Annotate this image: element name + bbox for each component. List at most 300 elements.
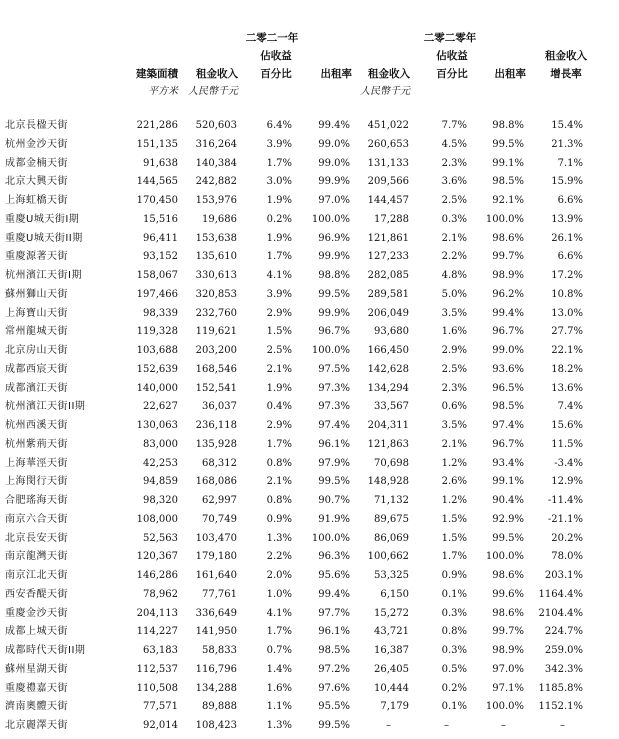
rent-2021-header: 租金收入 (196, 68, 238, 80)
share-2020-cell: 1.5% (441, 513, 467, 525)
table-row (0, 589, 619, 608)
rent-2020-cell: 148,928 (367, 476, 409, 488)
mall-name-cell: 杭州濱江天街II期 (5, 401, 86, 413)
rent-2020-cell: 70,698 (374, 457, 409, 469)
rent-2021-cell: 520,603 (195, 120, 237, 131)
occupancy-2021-header: 出租率 (320, 68, 352, 80)
occupancy-2021-cell: 95.6% (318, 570, 350, 581)
mall-name-cell: 重慶金沙天街 (5, 607, 68, 619)
rent-2020-cell: 6,150 (380, 588, 409, 600)
gfa-cell: 130,063 (136, 420, 178, 431)
gfa-cell: 146,286 (136, 570, 178, 581)
growth-cell: -3.4% (554, 457, 583, 469)
mall-name-cell: 南京六合天街 (5, 513, 68, 525)
rent-2020-cell: 121,863 (367, 438, 409, 450)
share-2020-cell: 2.9% (441, 345, 467, 356)
gfa-cell: 197,466 (136, 288, 178, 300)
share-2021-cell: 1.7% (266, 626, 292, 638)
gfa-cell: 42,253 (143, 457, 178, 469)
growth-cell: 12.9% (551, 476, 583, 488)
rent-2020-cell: 206,049 (367, 307, 409, 319)
share-2021-cell: 1.7% (266, 157, 292, 169)
gfa-cell: 114,227 (136, 626, 178, 638)
share-2020-cell: 1.2% (441, 495, 467, 506)
table-row (0, 514, 619, 533)
growth-cell: 18.2% (551, 363, 583, 375)
rent-2021-cell: 232,760 (195, 307, 237, 319)
occupancy-2020-cell: 92.9% (492, 513, 524, 525)
gfa-cell: 152,639 (136, 363, 178, 375)
occupancy-2020-cell: 98.9% (492, 270, 524, 281)
gfa-cell: 78,962 (143, 588, 178, 600)
gfa-cell: 52,563 (143, 532, 178, 544)
mall-name-cell: 上海寶山天街 (5, 307, 68, 319)
occupancy-2020-cell: 93.4% (492, 457, 524, 469)
mall-name-cell: 重慶禮嘉天街 (5, 682, 68, 694)
rent-2021-cell: 116,796 (195, 663, 237, 675)
share-2020-cell: 2.1% (441, 232, 467, 244)
rent-2021-cell: 119,621 (195, 326, 237, 338)
growth-header-line1: 租金收入 (545, 50, 587, 62)
gfa-cell: 170,450 (136, 195, 178, 206)
share-2020-cell: 2.3% (441, 157, 467, 169)
share-2020-cell: 0.6% (441, 401, 467, 413)
rent-2021-cell: 236,118 (195, 420, 237, 431)
mall-name-cell: 杭州濱江天街I期 (5, 270, 82, 281)
growth-cell: 224.7% (544, 626, 583, 638)
occupancy-2020-cell: 90.4% (492, 495, 524, 506)
occupancy-2021-cell: 97.6% (318, 682, 350, 694)
gfa-cell: 103,688 (136, 345, 178, 356)
gfa-cell: 151,135 (136, 138, 178, 150)
rent-2021-cell: 70,749 (202, 513, 237, 525)
gfa-cell: 204,113 (136, 607, 178, 619)
gfa-unit: 平方米 (148, 86, 178, 97)
share-2021-cell: 1.4% (266, 663, 292, 675)
share-2021-cell: 2.1% (266, 363, 292, 375)
occupancy-2021-cell: 96.3% (318, 551, 350, 563)
mall-name-cell: 北京大興天街 (5, 176, 68, 188)
table-row (0, 158, 619, 177)
mall-name-cell: 成都上城天街 (5, 626, 68, 638)
occupancy-2021-cell: 100.0% (311, 213, 350, 225)
share-2021-cell: 4.1% (266, 270, 292, 281)
rent-2020-cell: 89,675 (374, 513, 409, 525)
table-row (0, 720, 619, 739)
rent-2020-cell: 10,444 (374, 682, 409, 694)
rent-2020-cell: 289,581 (367, 288, 409, 300)
rent-2021-cell: 152,541 (195, 382, 237, 394)
share-2021-cell: 2.5% (266, 345, 292, 356)
table-row (0, 551, 619, 570)
table-row (0, 176, 619, 195)
gfa-cell: 119,328 (136, 326, 178, 338)
mall-name-cell: 北京麗澤天街 (5, 720, 68, 731)
gfa-cell: 98,339 (143, 307, 178, 319)
occupancy-2020-cell: 100.0% (485, 213, 524, 225)
occupancy-2021-cell: 97.4% (318, 420, 350, 431)
occupancy-2021-cell: 96.7% (318, 326, 350, 338)
table-row (0, 533, 619, 552)
share-2020-cell: 3.5% (441, 307, 467, 319)
rent-2021-cell: 58,833 (202, 645, 237, 656)
table-row (0, 401, 619, 420)
share-2021-cell: 2.1% (266, 476, 292, 488)
share-2021-cell: 0.8% (266, 495, 292, 506)
rent-2020-cell: 121,861 (367, 232, 409, 244)
rent-2021-cell: 36,037 (202, 401, 237, 413)
gfa-cell: 108,000 (136, 513, 178, 525)
growth-cell: 13.6% (551, 382, 583, 394)
share-2020-cell: 2.5% (441, 195, 467, 206)
gfa-cell: 77,571 (143, 701, 178, 713)
occupancy-2021-cell: 100.0% (311, 532, 350, 544)
growth-cell: 7.4% (557, 401, 583, 413)
occupancy-2020-cell: 99.7% (492, 626, 524, 638)
share-2021-cell: 1.1% (266, 701, 292, 713)
gfa-cell: 22,627 (143, 401, 178, 413)
mall-name-cell: 南京江北天街 (5, 570, 68, 581)
mall-name-cell: 濟南奧體天街 (5, 701, 68, 713)
occupancy-2021-cell: 91.9% (318, 513, 350, 525)
growth-cell: 1152.1% (538, 701, 583, 713)
growth-cell: 7.1% (557, 157, 583, 169)
share-2020-cell: 1.6% (441, 326, 467, 338)
rent-2021-cell: 103,470 (195, 532, 237, 544)
occupancy-2021-cell: 99.4% (318, 588, 350, 600)
growth-cell: 1185.8% (538, 682, 583, 694)
growth-cell: 13.9% (551, 213, 583, 225)
growth-cell: 13.0% (551, 307, 583, 319)
growth-cell: – (560, 720, 565, 731)
table-row (0, 420, 619, 439)
rent-2020-cell: 93,680 (374, 326, 409, 338)
share-2020-cell: 2.6% (441, 476, 467, 488)
share-2020-cell: 2.2% (441, 251, 467, 263)
growth-cell: 259.0% (544, 645, 583, 656)
occupancy-2021-cell: 99.0% (318, 138, 350, 150)
share-2021-cell: 2.0% (266, 570, 292, 581)
occupancy-2020-cell: 99.4% (492, 307, 524, 319)
share-2021-cell: 0.7% (266, 645, 292, 656)
table-row (0, 476, 619, 495)
table-row (0, 570, 619, 589)
gfa-header: 建築面積 (136, 68, 178, 80)
share-2020-cell: 0.9% (441, 570, 467, 581)
mall-name-cell: 合肥瑤海天街 (5, 495, 68, 506)
growth-cell: 342.3% (544, 663, 583, 675)
growth-cell: 15.4% (551, 120, 583, 131)
table-row (0, 139, 619, 158)
occupancy-2020-cell: 96.5% (492, 382, 524, 394)
occupancy-2020-cell: 98.6% (492, 570, 524, 581)
year-2020-header: 二零二零年 (423, 32, 477, 44)
mall-name-cell: 成都金楠天街 (5, 157, 68, 169)
table-row (0, 701, 619, 720)
occupancy-2021-cell: 98.8% (318, 270, 350, 281)
rent-2020-cell: 16,387 (374, 645, 409, 656)
table-row (0, 683, 619, 702)
share-2021-cell: 3.0% (266, 176, 292, 188)
growth-cell: -11.4% (547, 495, 583, 506)
share-2021-cell: 0.8% (266, 457, 292, 469)
mall-name-cell: 北京房山天街 (5, 345, 68, 356)
share-2020-header-line1: 佔收益 (436, 50, 468, 62)
occupancy-2021-cell: 99.9% (318, 307, 350, 319)
share-2021-cell: 1.0% (266, 588, 292, 600)
mall-name-cell: 杭州西溪天街 (5, 420, 68, 431)
rent-2020-cell: 7,179 (380, 701, 409, 713)
share-2021-header-line1: 佔收益 (260, 50, 292, 62)
share-2020-cell: 1.2% (441, 457, 467, 469)
mall-name-cell: 常州龍城天街 (5, 326, 68, 338)
share-2021-cell: 1.6% (266, 682, 292, 694)
occupancy-2020-cell: 99.1% (492, 157, 524, 169)
occupancy-2021-cell: 99.9% (318, 251, 350, 263)
occupancy-2020-cell: 98.9% (492, 645, 524, 656)
rent-2021-cell: 68,312 (202, 457, 237, 469)
share-2021-cell: 1.9% (266, 195, 292, 206)
occupancy-2021-cell: 97.3% (318, 382, 350, 394)
gfa-cell: 94,859 (143, 476, 178, 488)
occupancy-2020-cell: 98.8% (492, 120, 524, 131)
table-row (0, 251, 619, 270)
table-row (0, 383, 619, 402)
share-2021-cell: 0.9% (266, 513, 292, 525)
gfa-cell: 63,183 (143, 645, 178, 656)
growth-header-line2: 增長率 (550, 68, 582, 80)
rent-2021-cell: 135,928 (195, 438, 237, 450)
share-2020-cell: 1.5% (441, 532, 467, 544)
share-2020-cell: 4.8% (441, 270, 467, 281)
gfa-cell: 221,286 (136, 120, 178, 131)
growth-cell: -21.1% (547, 513, 583, 525)
share-2021-cell: 3.9% (266, 288, 292, 300)
rent-2021-cell: 203,200 (195, 345, 237, 356)
rent-2021-cell: 135,610 (195, 251, 237, 263)
occupancy-2020-cell: 92.1% (492, 195, 524, 206)
growth-cell: 6.6% (557, 251, 583, 263)
mall-name-cell: 成都濱江天街 (5, 382, 68, 394)
occupancy-2021-cell: 97.9% (318, 457, 350, 469)
occupancy-2020-cell: 98.6% (492, 232, 524, 244)
growth-cell: 15.6% (551, 420, 583, 431)
table-row (0, 626, 619, 645)
occupancy-2020-cell: 93.6% (492, 363, 524, 375)
rent-2020-cell: 166,450 (367, 345, 409, 356)
occupancy-2021-cell: 96.1% (318, 626, 350, 638)
occupancy-2020-cell: 96.2% (492, 288, 524, 300)
rent-2021-cell: 153,638 (195, 232, 237, 244)
occupancy-2020-cell: 100.0% (485, 701, 524, 713)
share-2021-cell: 3.9% (266, 138, 292, 150)
rent-2021-cell: 108,423 (195, 720, 237, 731)
rent-2020-cell: 127,233 (367, 251, 409, 263)
share-2020-cell: 5.0% (441, 288, 467, 300)
share-2020-cell: 0.5% (441, 663, 467, 675)
table-row (0, 664, 619, 683)
growth-cell: 20.2% (551, 532, 583, 544)
occupancy-2020-cell: 96.7% (492, 438, 524, 450)
occupancy-2020-cell: – (501, 720, 506, 731)
rent-2021-cell: 153,976 (195, 195, 237, 206)
occupancy-2021-cell: 96.1% (318, 438, 350, 450)
occupancy-2021-cell: 98.5% (318, 645, 350, 656)
rent-2021-cell: 89,888 (202, 701, 237, 713)
table-row (0, 345, 619, 364)
mall-name-cell: 上海虹橋天街 (5, 195, 68, 206)
share-2020-cell: 0.1% (441, 701, 467, 713)
rent-2020-unit: 人民幣千元 (360, 86, 410, 97)
table-row (0, 364, 619, 383)
rent-2021-unit: 人民幣千元 (188, 86, 238, 97)
share-2021-cell: 2.9% (266, 420, 292, 431)
rent-2020-cell: 144,457 (367, 195, 409, 206)
rent-2021-cell: 77,761 (202, 588, 237, 600)
table-row (0, 326, 619, 345)
rent-2020-cell: 260,653 (367, 138, 409, 150)
occupancy-2020-cell: 99.0% (492, 345, 524, 356)
gfa-cell: 96,411 (143, 232, 178, 244)
table-row (0, 458, 619, 477)
growth-cell: 11.5% (551, 438, 583, 450)
mall-name-cell: 北京長楹天街 (5, 120, 68, 131)
occupancy-2020-cell: 99.5% (492, 138, 524, 150)
occupancy-2021-cell: 99.5% (318, 288, 350, 300)
table-row (0, 439, 619, 458)
share-2020-cell: – (444, 720, 449, 731)
share-2020-cell: 4.5% (441, 138, 467, 150)
rent-2021-cell: 141,950 (195, 626, 237, 638)
share-2021-cell: 0.2% (266, 213, 292, 225)
occupancy-2020-header: 出租率 (494, 68, 526, 80)
gfa-cell: 15,516 (143, 213, 178, 225)
occupancy-2021-cell: 100.0% (311, 345, 350, 356)
share-2021-cell: 6.4% (266, 120, 292, 131)
occupancy-2020-cell: 97.0% (492, 663, 524, 675)
rent-2020-cell: 451,022 (367, 120, 409, 131)
share-2021-cell: 1.9% (266, 382, 292, 394)
share-2020-cell: 2.3% (441, 382, 467, 394)
occupancy-2020-cell: 98.6% (492, 607, 524, 619)
share-2021-cell: 1.3% (266, 720, 292, 731)
rent-2020-cell: 26,405 (374, 663, 409, 675)
growth-cell: 17.2% (551, 270, 583, 281)
share-2020-cell: 0.2% (441, 682, 467, 694)
mall-name-cell: 重慶源著天街 (5, 251, 68, 263)
growth-cell: 21.3% (551, 138, 583, 150)
share-2021-cell: 1.9% (266, 232, 292, 244)
rent-2020-cell: 43,721 (374, 626, 409, 638)
growth-cell: 78.0% (551, 551, 583, 563)
share-2021-cell: 2.2% (266, 551, 292, 563)
share-2021-cell: 4.1% (266, 607, 292, 619)
rent-2021-cell: 19,686 (202, 213, 237, 225)
gfa-cell: 110,508 (136, 682, 178, 694)
occupancy-2020-cell: 99.7% (492, 251, 524, 263)
rent-2021-cell: 134,288 (195, 682, 237, 694)
share-2020-cell: 2.1% (441, 438, 467, 450)
share-2020-cell: 7.7% (441, 120, 467, 131)
gfa-cell: 144,565 (136, 176, 178, 188)
share-2020-cell: 3.5% (441, 420, 467, 431)
gfa-cell: 120,367 (136, 551, 178, 563)
table-row (0, 645, 619, 664)
share-2021-cell: 0.4% (266, 401, 292, 413)
gfa-cell: 98,320 (143, 495, 178, 506)
mall-name-cell: 杭州紫荊天街 (5, 438, 68, 450)
occupancy-2020-cell: 97.4% (492, 420, 524, 431)
table-row (0, 270, 619, 289)
occupancy-2020-cell: 99.5% (492, 532, 524, 544)
occupancy-2021-cell: 99.5% (318, 476, 350, 488)
table-row (0, 608, 619, 627)
occupancy-2021-cell: 97.0% (318, 195, 350, 206)
share-2020-cell: 1.7% (441, 551, 467, 563)
rent-2021-cell: 62,997 (202, 495, 237, 506)
occupancy-2021-cell: 95.5% (318, 701, 350, 713)
rent-2020-cell: 131,133 (367, 157, 409, 169)
share-2021-cell: 1.3% (266, 532, 292, 544)
rent-2020-cell: 142,628 (367, 363, 409, 375)
growth-cell: 10.8% (551, 288, 583, 300)
mall-name-cell: 蘇州星湖天街 (5, 663, 68, 675)
occupancy-2021-cell: 99.0% (318, 157, 350, 169)
table-row (0, 308, 619, 327)
share-2021-header-line2: 百分比 (260, 68, 292, 80)
mall-name-cell: 上海閔行天街 (5, 476, 68, 488)
mall-name-cell: 重慶U城天街I期 (5, 213, 80, 225)
rent-2020-cell: 71,132 (374, 495, 409, 506)
table-row (0, 495, 619, 514)
mall-name-cell: 南京龍灣天街 (5, 551, 68, 563)
table-row (0, 289, 619, 308)
share-2020-cell: 2.5% (441, 363, 467, 375)
gfa-cell: 140,000 (136, 382, 178, 394)
year-2021-header: 二零二一年 (245, 32, 299, 44)
mall-name-cell: 上海華涇天街 (5, 457, 68, 469)
occupancy-2021-cell: 90.7% (318, 495, 350, 506)
table-row (0, 195, 619, 214)
growth-cell: 6.6% (557, 195, 583, 206)
rent-2021-cell: 320,853 (195, 288, 237, 300)
rent-2021-cell: 161,640 (195, 570, 237, 581)
rent-2020-cell: 134,294 (367, 382, 409, 394)
mall-name-cell: 西安香醍天街 (5, 588, 68, 600)
rent-2020-cell: 15,272 (374, 607, 409, 619)
gfa-cell: 112,537 (136, 663, 178, 675)
gfa-cell: 91,638 (143, 157, 178, 169)
mall-name-cell: 重慶U城天街II期 (5, 232, 83, 244)
gfa-cell: 158,067 (136, 270, 178, 281)
share-2020-cell: 0.8% (441, 626, 467, 638)
occupancy-2020-cell: 98.5% (492, 401, 524, 413)
gfa-cell: 83,000 (143, 438, 178, 450)
rent-2020-cell: 53,325 (374, 570, 409, 581)
occupancy-2020-cell: 99.1% (492, 476, 524, 488)
rent-2021-cell: 336,649 (195, 607, 237, 619)
rent-2020-header: 租金收入 (368, 68, 410, 80)
growth-cell: 27.7% (551, 326, 583, 338)
occupancy-2021-cell: 99.5% (318, 720, 350, 731)
occupancy-2020-cell: 96.7% (492, 326, 524, 338)
rent-2020-cell: 204,311 (367, 420, 409, 431)
rent-2021-cell: 168,086 (195, 476, 237, 488)
rent-2021-cell: 316,264 (195, 138, 237, 150)
share-2020-cell: 0.3% (441, 213, 467, 225)
table-row (0, 214, 619, 233)
share-2021-cell: 2.9% (266, 307, 292, 319)
